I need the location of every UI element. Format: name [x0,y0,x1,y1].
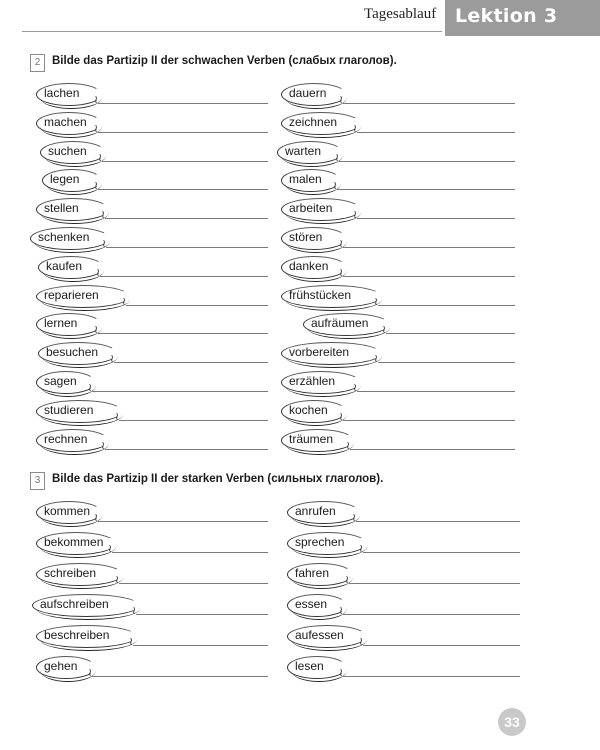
answer-line[interactable] [343,103,515,104]
verb-label: erzählen [289,374,336,388]
oval-flourish-icon: ≀ [129,636,134,648]
verb-label: machen [44,114,87,129]
answer-line[interactable] [119,583,268,584]
verb-entry [36,500,268,526]
verb-entry [36,111,268,137]
oval-flourish-icon: ≀ [115,410,120,423]
verb-entry [36,655,268,681]
verb-label: aufschreiben [40,597,109,611]
verb-label: essen [295,597,328,611]
verb-entry [281,82,515,108]
verb-entry [36,624,268,650]
answer-line[interactable] [343,247,515,248]
oval-flourish-icon: ≀ [101,439,106,452]
answer-line[interactable] [386,333,515,334]
oval-flourish-icon: ≀ [102,238,107,250]
oval-flourish-icon: ≀ [345,574,350,586]
answer-line[interactable] [105,449,268,450]
oval-flourish-icon: ≀ [374,295,379,308]
chapter-title: Tagesablauf [364,6,437,22]
answer-line[interactable] [98,189,268,190]
oval-flourish-icon: ≀ [346,439,351,452]
answer-line[interactable] [343,676,520,677]
exercise-number-box: 2 [30,54,45,72]
verb-label: rechnen [44,431,88,446]
verb-entry [36,284,268,310]
verb-label: warten [285,143,322,158]
verb-entry [32,593,268,619]
header-rule [22,31,442,32]
verb-label: arbeiten [289,201,333,216]
oval-flourish-icon: ≀ [339,667,344,679]
answer-line[interactable] [343,614,520,615]
answer-line[interactable] [112,552,268,553]
oval-flourish-icon: ≀ [94,122,99,135]
page-number: 33 [498,708,526,736]
verb-label: aufessen [295,628,344,642]
verb-label: gehen [44,659,78,673]
answer-line[interactable] [356,521,520,522]
answer-line[interactable] [114,362,268,363]
oval-flourish-icon: ≀ [132,605,137,617]
verb-entry [36,531,268,557]
verb-label: zeichnen [289,114,338,129]
oval-flourish-icon: ≀ [333,180,338,193]
verb-entry [36,197,268,223]
verb-label: schenken [38,230,90,244]
answer-line[interactable] [349,583,520,584]
oval-flourish-icon: ≀ [94,180,99,193]
verb-entry [40,140,268,166]
oval-flourish-icon: ≀ [353,209,358,222]
exercise-instruction: Bilde das Partizip II der schwachen Verben (слабых глаголов). [52,55,397,67]
answer-line[interactable] [337,189,515,190]
verb-label: besuchen [46,345,99,360]
verb-entry [36,428,268,454]
oval-flourish-icon: ≀ [88,667,93,679]
verb-label: sagen [44,374,77,388]
verb-entry [287,500,520,526]
verb-label: beschreiben [44,628,110,642]
lesson-badge [445,0,600,36]
answer-line[interactable] [136,614,268,615]
verb-label: träumen [289,431,334,446]
verb-label: stellen [44,201,79,216]
answer-line[interactable] [378,305,515,306]
verb-entry [303,312,515,338]
verb-entry [281,226,515,252]
verb-entry [287,531,520,557]
verb-entry [36,370,268,396]
oval-flourish-icon: ≀ [98,151,103,164]
answer-line[interactable] [343,420,515,421]
verb-label: bekommen [44,535,104,549]
oval-flourish-icon: ≀ [335,151,340,164]
oval-flourish-icon: ≀ [352,512,357,524]
verb-label: kommen [44,504,91,518]
oval-flourish-icon: ≀ [339,238,344,250]
verb-entry [281,168,515,194]
oval-flourish-icon: ≀ [101,209,106,222]
verb-entry [281,341,515,367]
answer-line[interactable] [98,521,268,522]
answer-line[interactable] [133,645,268,646]
exercise-number-box: 3 [30,472,45,490]
verb-entry [36,312,268,338]
verb-label: fahren [295,566,330,580]
oval-flourish-icon: ≀ [94,324,99,337]
verb-label: danken [289,258,329,273]
verb-label: aufräumen [311,316,369,331]
oval-flourish-icon: ≀ [359,636,364,648]
verb-entry [38,255,268,281]
answer-line[interactable] [98,333,268,334]
answer-line[interactable] [98,103,268,104]
oval-flourish-icon: ≀ [339,410,344,423]
answer-line[interactable] [102,161,268,162]
oval-flourish-icon: ≀ [94,512,99,524]
oval-flourish-icon: ≀ [339,266,344,279]
answer-line[interactable] [92,391,268,392]
oval-flourish-icon: ≀ [359,543,364,555]
answer-line[interactable] [357,391,515,392]
verb-entry [30,226,268,252]
verb-entry [287,624,520,650]
answer-line[interactable] [126,305,268,306]
answer-line[interactable] [105,218,268,219]
oval-flourish-icon: ≀ [94,94,99,106]
verb-label: legen [50,172,80,187]
verb-entry [281,255,515,281]
verb-label: kaufen [46,258,83,273]
verb-entry [36,562,268,588]
verb-entry [281,399,515,425]
oval-flourish-icon: ≀ [108,543,113,555]
answer-line[interactable] [357,218,515,219]
verb-label: dauern [289,86,327,100]
answer-line[interactable] [92,676,268,677]
answer-line[interactable] [98,132,268,133]
answer-line[interactable] [363,552,520,553]
answer-line[interactable] [350,449,515,450]
verb-entry [38,341,268,367]
oval-flourish-icon: ≀ [96,266,101,279]
verb-entry [287,562,520,588]
verb-entry [42,168,268,194]
answer-line[interactable] [100,276,268,277]
oval-flourish-icon: ≀ [382,324,387,337]
answer-line[interactable] [106,247,268,248]
verb-entry [281,370,515,396]
verb-label: studieren [44,402,94,417]
oval-flourish-icon: ≀ [374,353,379,366]
oval-flourish-icon: ≀ [353,122,358,135]
oval-flourish-icon: ≀ [122,295,127,308]
verb-label: malen [289,172,322,187]
verb-entry [36,82,268,108]
answer-line[interactable] [363,645,520,646]
answer-line[interactable] [119,420,268,421]
verb-label: vorbereiten [289,345,350,360]
verb-label: anrufen [295,504,336,518]
verb-label: lesen [295,659,324,673]
verb-label: suchen [48,143,87,158]
oval-flourish-icon: ≀ [110,353,115,366]
answer-line[interactable] [343,276,515,277]
verb-label: frühstücken [289,287,352,302]
verb-entry [281,428,515,454]
page-header [0,0,600,36]
oval-flourish-icon: ≀ [339,94,344,106]
oval-flourish-icon: ≀ [115,574,120,586]
verb-entry [36,399,268,425]
verb-entry [281,197,515,223]
verb-entry [277,140,515,166]
verb-label: sprechen [295,535,345,549]
answer-line[interactable] [339,161,515,162]
verb-label: reparieren [44,287,99,302]
oval-flourish-icon: ≀ [88,382,93,394]
verb-label: stören [289,230,323,244]
verb-label: lachen [44,86,80,100]
answer-line[interactable] [357,132,515,133]
exercise-instruction: Bilde das Partizip II der starken Verben (сильных глаголов). [52,473,384,485]
oval-flourish-icon: ≀ [353,382,358,394]
answer-line[interactable] [378,362,515,363]
verb-entry [287,655,520,681]
lesson-label: Lektion 3 [455,5,558,27]
oval-flourish-icon: ≀ [339,605,344,617]
verb-entry [281,284,515,310]
verb-entry [287,593,520,619]
verb-entry [281,111,515,137]
verb-label: kochen [289,402,328,417]
verb-label: schreiben [44,566,97,580]
verb-label: lernen [44,316,78,331]
